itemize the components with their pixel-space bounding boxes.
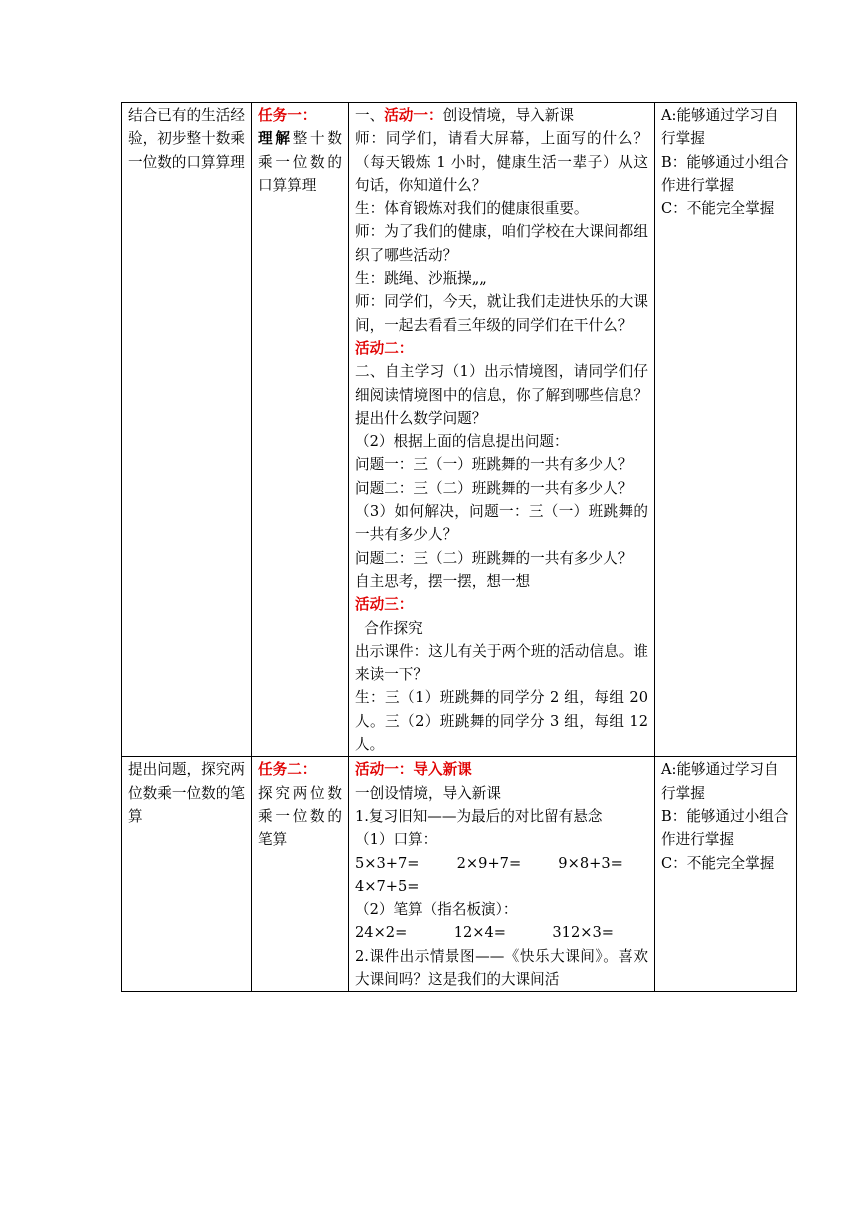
- activity-text: （2）根据上面的信息提出问题：: [355, 433, 569, 451]
- activity-line: [355, 197, 648, 220]
- activity-text: 自主思考，摆一摆，想一想: [355, 572, 531, 590]
- activity-text: 生：体育锻炼对我们的健康很重要。: [355, 200, 589, 218]
- activity-line: [355, 453, 648, 476]
- activity-text: 生：三（1）班跳舞的同学分 2 组，每组 20 人。三（2）班跳舞的同学分 3 组，每组 12 人。: [355, 689, 653, 754]
- task-text: 探究两位数乘一位数的笔算: [258, 784, 342, 849]
- activity-line: [355, 617, 648, 640]
- activity-text: 师：为了我们的健康，咱们学校在大课间都组织了哪些活动？: [355, 223, 648, 264]
- activity-line: [355, 360, 648, 430]
- activity-line: [355, 127, 648, 197]
- activity-text: 二、自主学习（1）出示情境图，请同学们仔细阅读情境图中的信息，你了解到哪些信息？提出什么数学问题？: [355, 363, 648, 427]
- assessment-level: A:能够通过学习自行掌握: [661, 107, 779, 148]
- assessment-level: B：能够通过小组合作进行掌握: [661, 153, 789, 194]
- assessment-level: C：不能完全掌握: [661, 854, 775, 872]
- activity-line: [355, 267, 648, 290]
- activity-text: 生：跳绳、沙瓶操„„: [355, 270, 487, 288]
- activity-line: [355, 945, 648, 992]
- activity-text: 师：同学们，今天，就让我们走进快乐的大课间，一起去看看三年级的同学们在干什么？: [355, 293, 648, 334]
- lesson-plan-table: [121, 102, 797, 992]
- assessment-cell: [655, 103, 797, 757]
- activity-line: [355, 570, 648, 593]
- activity-heading: 活动二：: [355, 339, 414, 357]
- assessment-level: A:能够通过学习自行掌握: [661, 761, 779, 802]
- activity-text: （2）笔算（指名板演）：: [355, 901, 518, 919]
- activity-line: [355, 828, 648, 851]
- goal-cell: 提出问题，探究两位数乘一位数的笔算: [122, 757, 252, 992]
- activity-line: [355, 875, 648, 898]
- activity-line: [355, 500, 648, 547]
- activity-line: [355, 686, 653, 756]
- activity-text: （1）口算：: [355, 831, 438, 849]
- activity-text: 师：同学们，请看大屏幕，上面写的什么？（每天锻炼 1 小时，健康生活一辈子）从这句话，你知道什么？: [355, 130, 648, 194]
- activity-line: [355, 547, 648, 570]
- activity-text: （3）如何解决，问题一：三（一）班跳舞的一共有多少人？: [355, 503, 648, 544]
- activity-line: [355, 220, 648, 267]
- task-cell: [252, 103, 349, 757]
- activity-line: [355, 921, 648, 944]
- activity-text: 创设情境，导入新课: [442, 107, 574, 124]
- activity-text: 24×2= 12×4= 312×3=: [355, 924, 614, 942]
- activity-text: 一、: [355, 107, 385, 124]
- activity-cell: [349, 757, 655, 992]
- assessment-level: C：不能完全掌握: [661, 200, 775, 218]
- activity-line: [355, 640, 648, 687]
- assessment-level: B：能够通过小组合作进行掌握: [661, 807, 789, 849]
- activity-text: 问题二：三（二）班跳舞的一共有多少人？: [355, 549, 633, 567]
- activity-line: [355, 593, 648, 616]
- activity-text: 问题一：三（一）班跳舞的一共有多少人？: [355, 456, 633, 474]
- table-row: [122, 103, 797, 757]
- activity-text: 1.复习旧知——为最后的对比留有悬念: [355, 807, 603, 825]
- task-label: 任务二：: [258, 761, 317, 779]
- activity-heading: 活动三：: [355, 596, 414, 614]
- activity-text: 4×7+5=: [355, 877, 420, 895]
- table-body: [122, 103, 797, 992]
- activity-heading: 活动一：导入新课: [355, 761, 472, 779]
- goal-cell: 结合已有的生活经验，初步整十数乘一位数的口算算理: [122, 103, 252, 757]
- activity-line: [355, 758, 648, 781]
- task-cell: [252, 757, 349, 992]
- activity-text: 合作探究: [355, 619, 423, 637]
- activity-text: 一创设情境，导入新课: [355, 784, 501, 802]
- activity-text: 问题二：三（二）班跳舞的一共有多少人？: [355, 479, 633, 497]
- activity-line: [355, 805, 648, 828]
- activity-cell: [349, 103, 655, 757]
- activity-line: [355, 898, 648, 921]
- activity-text: 2.课件出示情景图——《快乐大课间》。喜欢大课间吗？这是我们的大课间活: [355, 947, 648, 988]
- activity-line: [355, 337, 648, 360]
- activity-line: [355, 782, 648, 805]
- activity-line: [355, 852, 648, 875]
- task-text: 整十数乘一位数的口算算理: [258, 130, 342, 194]
- activity-line: [355, 477, 648, 500]
- assessment-cell: [655, 757, 797, 992]
- activity-line: [355, 104, 648, 127]
- activity-text: 出示课件：这儿有关于两个班的活动信息。谁来读一下？: [355, 642, 648, 684]
- activity-text: 5×3+7= 2×9+7= 9×8+3=: [355, 854, 623, 872]
- task-keyword: 理解: [258, 130, 293, 148]
- activity-line: [355, 290, 648, 337]
- table-row: [122, 757, 797, 992]
- task-label: 任务一：: [258, 107, 317, 124]
- activity-heading: 活动一：: [384, 107, 443, 124]
- activity-line: [355, 430, 648, 453]
